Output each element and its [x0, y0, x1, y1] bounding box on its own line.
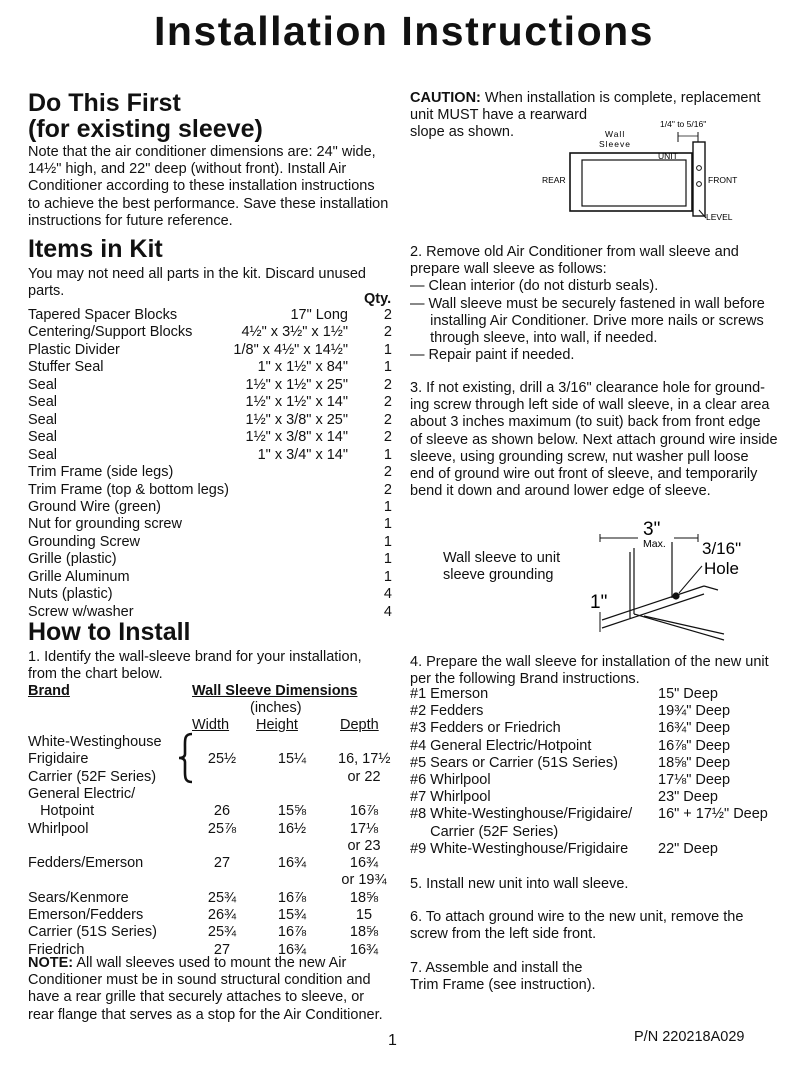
dimension-brand: Emerson/Fedders — [28, 907, 144, 923]
dimension-row — [28, 803, 388, 820]
dimension-height: 16⅞ — [277, 924, 307, 941]
kit-item-qty: 2 — [383, 394, 392, 411]
slope-dim-label: 1/4" to 5/16" — [660, 119, 707, 129]
brand-depth: 22" Deep — [658, 840, 718, 857]
dimension-depth: or 23 — [347, 837, 381, 854]
dimension-depth: 16¾ — [349, 855, 379, 872]
kit-item-qty: 2 — [383, 481, 392, 498]
dimension-depth: 18⅝ — [349, 924, 379, 941]
kit-item-size: 1½" x 1½" x 14" — [245, 394, 348, 411]
kit-item-qty: 1 — [383, 516, 392, 533]
kit-item-qty: 1 — [383, 341, 392, 358]
part-number: P/N 220218A029 — [634, 1029, 745, 1045]
kit-item-name: Stuffer Seal — [28, 359, 104, 376]
kit-item-size: 4½" x 3½" x 1½" — [241, 324, 348, 341]
kit-item — [28, 342, 392, 359]
kit-item-qty: 2 — [383, 411, 392, 428]
note-text: NOTE: All wall sleeves used to mount the new Air Conditioner must be in sound structural condition and have a rear grille that securely attaches to sleeve, or rear flange that serves as a stop for the Air Conditioner. — [28, 955, 383, 1023]
kit-item-qty: 2 — [383, 307, 392, 323]
dimension-width: 27 — [213, 855, 231, 872]
grounding-caption: Wall sleeve to unit sleeve grounding — [443, 550, 561, 584]
brand-name: Carrier (52F Series) — [410, 823, 559, 840]
brand-depth: 16" + 17½" Deep — [658, 806, 768, 823]
dimension-row — [28, 872, 388, 889]
dimension-brand: White-Westinghouse — [28, 734, 162, 750]
qty-header: Qty. — [364, 291, 392, 307]
dimension-height: 16½ — [277, 820, 307, 837]
kit-item-name: Trim Frame (side legs) — [28, 464, 174, 481]
dimension-brand: Whirlpool — [28, 820, 89, 837]
col-inches: (inches) — [250, 700, 302, 716]
kit-item-name: Grille (plastic) — [28, 551, 117, 568]
col-width: Width — [192, 717, 230, 733]
kit-item-name: Tapered Spacer Blocks — [28, 307, 178, 323]
caution-text: CAUTION: When installation is complete, replacement unit MUST have a rearward slope as shown. — [410, 90, 761, 141]
kit-item-qty: 4 — [383, 603, 392, 620]
brand-row — [410, 703, 790, 720]
dimension-height: 16¾ — [277, 941, 307, 958]
kit-item-qty: 1 — [383, 551, 392, 568]
dimension-height: 15⅝ — [277, 803, 307, 820]
kit-item — [28, 534, 392, 551]
dimension-row — [28, 734, 388, 751]
kit-item — [28, 586, 392, 603]
kit-item-size: 1½" x 3/8" x 25" — [245, 411, 348, 428]
kit-item-qty: 2 — [383, 429, 392, 446]
kit-item — [28, 324, 392, 341]
dimension-width: 26 — [213, 803, 231, 820]
dimension-row — [28, 786, 388, 803]
dimension-depth: 15 — [355, 907, 373, 923]
dimension-width: 26¾ — [207, 907, 237, 923]
step1-text: 1. Identify the wall-sleeve brand for your installation, from the chart below. — [28, 649, 362, 683]
page-number: 1 — [388, 1032, 397, 1049]
page-title: Installation Instructions — [154, 8, 654, 54]
how-heading: How to Install — [28, 618, 191, 646]
wall-sleeve-rect — [570, 153, 692, 211]
brand-row — [410, 841, 790, 858]
brand-row — [410, 720, 790, 737]
do-first-text: Note that the air conditioner dimensions are: 24" wide, 14½" high, and 22" deep (without front). Install Air Conditioner according to these installation instructions to achieve the best performance. Save these installation instructions for future reference. — [28, 144, 389, 229]
front-label: FRONT — [708, 175, 738, 185]
kit-item-size: 1" x 3/4" x 14" — [257, 446, 348, 463]
kit-item-size: 1/8" x 4½" x 14½" — [233, 341, 348, 358]
dimension-row — [28, 924, 388, 941]
dimension-height: 15¾ — [277, 907, 307, 923]
kit-item-name: Seal — [28, 394, 58, 411]
kit-item-size: 1" x 1½" x 84" — [257, 359, 348, 376]
kit-item-name: Seal — [28, 376, 58, 393]
dimension-depth: 18⅝ — [349, 889, 379, 906]
kit-item-size: 1½" x 3/8" x 14" — [245, 429, 348, 446]
kit-item-size: 1½" x 1½" x 25" — [245, 376, 348, 393]
brand-name: #1 Emerson — [410, 686, 489, 702]
dimension-brand: Hotpoint — [28, 803, 95, 820]
col-brand: Brand — [28, 683, 70, 699]
col-dims: Wall Sleeve Dimensions — [192, 683, 358, 699]
dimension-brand: Carrier (51S Series) — [28, 924, 157, 941]
dimension-depth: 17⅛ — [349, 820, 379, 837]
brand-row — [410, 806, 790, 823]
step5-text: 5. Install new unit into wall sleeve. — [410, 876, 629, 892]
dimension-height: 16⅞ — [277, 889, 307, 906]
kit-item-qty: 2 — [383, 464, 392, 481]
dimension-brand: Frigidaire — [28, 751, 89, 768]
dimension-depth: or 19¾ — [341, 872, 387, 889]
dimension-row — [28, 769, 388, 786]
dimension-brand: Sears/Kenmore — [28, 889, 129, 906]
brand-depth: 19¾" Deep — [658, 703, 731, 720]
col-height: Height — [256, 717, 298, 733]
brand-name: #9 White-Westinghouse/Frigidaire — [410, 840, 629, 857]
brand-name: #2 Fedders — [410, 703, 484, 720]
brand-name: #6 Whirlpool — [410, 772, 491, 788]
kit-item — [28, 359, 392, 376]
col-depth: Depth — [340, 717, 379, 733]
dimension-height: 15¼ — [277, 751, 307, 768]
kit-item — [28, 516, 392, 533]
kit-item-name: Seal — [28, 411, 58, 428]
wall-label: Wall — [605, 129, 626, 139]
do-first-subheading: (for existing sleeve) — [28, 115, 263, 143]
kit-item — [28, 499, 392, 516]
dimension-width: 25½ — [207, 751, 237, 768]
brand-depth: 15" Deep — [658, 686, 718, 702]
dimension-brand: Fedders/Emerson — [28, 855, 144, 872]
level-label: LEVEL — [706, 212, 733, 222]
kit-item-name: Nut for grounding screw — [28, 516, 182, 533]
hole-size-label: 3/16" — [702, 539, 742, 558]
kit-item-name: Seal — [28, 446, 58, 463]
sleeve-label: Sleeve — [599, 139, 631, 149]
hole-label: Hole — [704, 559, 739, 578]
kit-item — [28, 551, 392, 568]
max-label: Max. — [643, 538, 666, 550]
dimension-brand: Friedrich — [28, 941, 85, 958]
kit-item-qty: 1 — [383, 446, 392, 463]
do-first-heading: Do This First — [28, 89, 181, 117]
kit-item-qty: 4 — [383, 586, 392, 603]
kit-item-name: Nuts (plastic) — [28, 586, 113, 603]
kit-item-qty: 1 — [383, 359, 392, 376]
dimension-row — [28, 907, 388, 924]
dimension-row — [28, 838, 388, 855]
brand-name: #3 Fedders or Friedrich — [410, 720, 561, 737]
kit-item-name: Ground Wire (green) — [28, 498, 161, 515]
dimension-width: 25¾ — [207, 924, 237, 941]
dimension-width: 25¾ — [207, 889, 237, 906]
kit-item-qty: 1 — [383, 533, 392, 550]
dimension-width: 25⅞ — [207, 820, 237, 837]
kit-item — [28, 307, 392, 324]
kit-item — [28, 569, 392, 586]
brand-depth: 18⅝" Deep — [658, 754, 731, 771]
brand-row — [410, 772, 790, 789]
dimension-row — [28, 890, 388, 907]
kit-item-qty: 2 — [383, 376, 392, 393]
dimension-depth: 16¾ — [349, 941, 379, 958]
kit-item — [28, 412, 392, 429]
rear-label: REAR — [542, 175, 566, 185]
brand-depth: 17⅛" Deep — [658, 772, 731, 788]
one-inch-label: 1" — [590, 592, 608, 613]
kit-item-size: 17" Long — [290, 307, 348, 323]
kit-heading: Items in Kit — [28, 235, 163, 263]
kit-item-qty: 2 — [383, 324, 392, 341]
kit-item — [28, 482, 392, 499]
brand-name: #7 Whirlpool — [410, 789, 491, 806]
step2-text: 2. Remove old Air Conditioner from wall sleeve and prepare wall sleeve as follows: — Clean interior (do not disturb seals). — Wall sleeve must be securely fastened in wall before installing Air Conditioner. Drive more nails or screws through sleeve, into wall, if needed. — Repair paint if needed. — [410, 244, 765, 364]
brand-row — [410, 686, 790, 703]
brand-depth: 23" Deep — [658, 789, 718, 806]
brand-row — [410, 738, 790, 755]
step4-text: 4. Prepare the wall sleeve for installation of the new unit per the following Brand instructions. — [410, 654, 769, 688]
brand-row — [410, 755, 790, 772]
dimension-depth: 16, 17½ — [338, 751, 391, 768]
kit-item — [28, 429, 392, 446]
dimension-height: 16¾ — [277, 855, 307, 872]
kit-intro: You may not need all parts in the kit. Discard unused parts. — [28, 266, 366, 300]
ground-hole-mark — [672, 592, 679, 599]
kit-item-name: Screw w/washer — [28, 603, 134, 620]
kit-item — [28, 464, 392, 481]
brand-name: #5 Sears or Carrier (51S Series) — [410, 754, 618, 771]
slope-diagram — [530, 110, 750, 225]
kit-item — [28, 447, 392, 464]
kit-item-name: Trim Frame (top & bottom legs) — [28, 481, 229, 498]
unit-rect — [582, 160, 686, 206]
kit-item — [28, 377, 392, 394]
step6-text: 6. To attach ground wire to the new unit, remove the screw from the left side front. — [410, 909, 744, 943]
kit-item-qty: 1 — [383, 568, 392, 585]
unit-label: UNIT — [658, 151, 678, 161]
dimension-row — [28, 855, 388, 872]
step3-text: 3. If not existing, drill a 3/16" clearance hole for ground- ing screw through left side of wall sleeve, in a clear area about 3 inches maximum (to suit) back from front edge of sleeve as shown below. Next attach ground wire inside sleeve, using grounding screw, nut washer pull loose end of ground wire out front of sleeve, and temporarily bend it down and around lower edge of sleeve. — [410, 380, 778, 500]
brand-depth: 16⅞" Deep — [658, 737, 731, 754]
kit-item — [28, 394, 392, 411]
kit-item-qty: 1 — [383, 498, 392, 515]
brand-depth: 16¾" Deep — [658, 720, 731, 737]
dimension-brand: General Electric/ — [28, 785, 136, 802]
kit-item-name: Grille Aluminum — [28, 568, 130, 585]
kit-item-name: Centering/Support Blocks — [28, 324, 193, 341]
dimension-row — [28, 751, 391, 768]
dimension-depth: 16⅞ — [349, 803, 379, 820]
kit-item-name: Plastic Divider — [28, 341, 120, 358]
grounding-diagram — [580, 510, 780, 645]
front-plate — [693, 142, 705, 216]
dimension-width: 27 — [213, 941, 231, 958]
dimension-brand: Carrier (52F Series) — [28, 768, 157, 785]
step7-text: 7. Assemble and install the Trim Frame (see instruction). — [410, 960, 596, 994]
kit-item-name: Seal — [28, 429, 58, 446]
brand-name: #4 General Electric/Hotpoint — [410, 737, 592, 754]
brand-row — [410, 824, 790, 841]
dimension-depth: or 22 — [347, 768, 381, 785]
kit-item-name: Grounding Screw — [28, 533, 141, 550]
brand-name: #8 White-Westinghouse/Frigidaire/ — [410, 806, 633, 823]
dimension-row — [28, 821, 388, 838]
brand-row — [410, 789, 790, 806]
three-inch-label: 3" — [643, 519, 661, 540]
